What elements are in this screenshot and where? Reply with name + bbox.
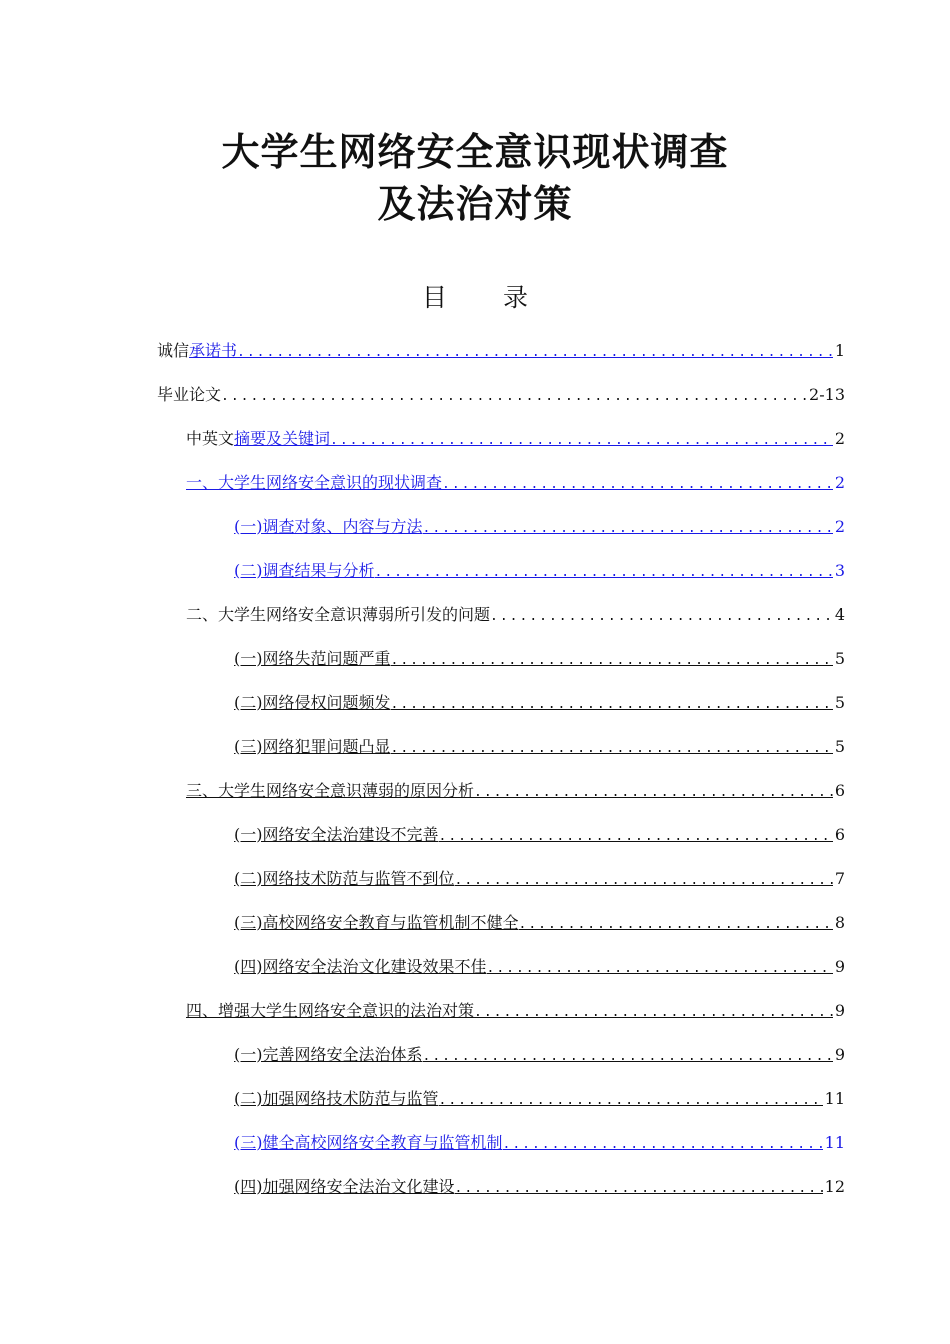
toc-entry-page: 9 [834,1001,845,1020]
toc-entry-page: 6 [834,825,845,844]
document-title-line-2: 及法治对策 [377,182,573,226]
toc-leader-dots [490,604,833,630]
toc-entry-section-2-1[interactable] [234,646,845,672]
toc-entry-label[interactable]: (一)网络安全法治建设不完善 [234,825,439,844]
toc-entry-pledge[interactable] [157,338,845,364]
toc-entry-section-4[interactable] [186,998,845,1024]
toc-leader-dots [391,692,833,718]
toc-leader-dots [439,824,833,850]
toc-entry-label[interactable]: (二)调查结果与分析 [234,561,375,580]
toc-entry-abstract[interactable] [186,426,845,452]
toc-entry-thesis[interactable] [157,382,845,408]
toc-entry-section-2-3[interactable] [234,734,845,760]
toc-entry-label[interactable]: (四)网络安全法治文化建设效果不佳 [234,957,487,976]
toc-entry-page: 6 [834,781,845,800]
toc-leader-dots [519,912,833,938]
toc-entry-page: 2 [834,473,845,492]
toc-entry-prefix: 中英文 [186,429,235,448]
toc-leader-dots [391,736,833,762]
toc-leader-dots [439,1088,823,1114]
toc-entry-page: 5 [834,693,845,712]
toc-entry-page: 3 [834,561,845,580]
toc-leader-dots [391,648,833,674]
toc-entry-label[interactable]: (四)加强网络安全法治文化建设 [234,1177,455,1196]
toc-entry-page: 2-13 [809,385,845,404]
toc-entry-page: 8 [834,913,845,932]
toc-leader-dots [474,780,833,806]
toc-entry-section-3-2[interactable] [234,866,845,892]
toc-leader-dots [442,472,833,498]
toc-entry-label[interactable]: 三、大学生网络安全意识薄弱的原因分析 [186,781,475,800]
toc-leader-dots [375,560,833,586]
toc-leader-dots [487,956,833,982]
toc-entry-section-4-3[interactable] [234,1130,845,1156]
toc-entry-prefix: 诚信 [157,341,190,360]
toc-leader-dots [474,1000,833,1026]
toc-entry-label[interactable]: (一)调查对象、内容与方法 [234,517,423,536]
document-title-line-1: 大学生网络安全意识现状调查 [221,130,729,174]
toc-entry-page: 12 [824,1177,845,1196]
toc-entry-label[interactable]: (一)完善网络安全法治体系 [234,1045,423,1064]
toc-entry-label[interactable]: 摘要及关键词 [234,429,331,448]
toc-entry-page: 11 [824,1133,845,1152]
toc-entry-label: 毕业论文 [157,385,222,404]
toc-leader-dots [423,1044,833,1070]
toc-leader-dots [503,1132,823,1158]
toc-leader-dots [237,340,833,366]
toc-entry-label[interactable]: (三)网络犯罪问题凸显 [234,737,391,756]
toc-leader-dots [455,868,833,894]
toc-entry-section-4-4[interactable] [234,1174,845,1200]
toc-entry-page: 5 [834,737,845,756]
toc-entry-label[interactable]: (三)健全高校网络安全教育与监管机制 [234,1133,503,1152]
toc-entry-section-3-1[interactable] [234,822,845,848]
toc-leader-dots [221,384,807,410]
toc-heading: 目 录 [422,283,552,312]
toc-entry-page: 2 [834,429,845,448]
toc-leader-dots [330,428,833,454]
toc-entry-page: 9 [834,957,845,976]
toc-entry-label[interactable]: (二)网络侵权问题频发 [234,693,391,712]
toc-entry-section-1-2[interactable] [234,558,845,584]
toc-entry-section-4-1[interactable] [234,1042,845,1068]
toc-entry-section-3-4[interactable] [234,954,845,980]
toc-entry-page: 7 [834,869,845,888]
toc-entry-page: 11 [824,1089,845,1108]
toc-entry-page: 9 [834,1045,845,1064]
toc-entry-label[interactable]: (三)高校网络安全教育与监管机制不健全 [234,913,519,932]
toc-leader-dots [423,516,833,542]
toc-entry-section-3-3[interactable] [234,910,845,936]
toc-entry-section-2-2[interactable] [234,690,845,716]
toc-entry-section-3[interactable] [186,778,845,804]
toc-entry-label: 二、大学生网络安全意识薄弱所引发的问题 [186,605,491,624]
toc-entry-label[interactable]: (二)网络技术防范与监管不到位 [234,869,455,888]
toc-entry-label[interactable]: 承诺书 [189,341,238,360]
toc-leader-dots [455,1176,823,1202]
toc-entry-section-1[interactable] [186,470,845,496]
toc-entry-page: 2 [834,517,845,536]
toc-entry-section-1-1[interactable] [234,514,845,540]
toc-entry-page: 4 [834,605,845,624]
toc-entry-label[interactable]: (二)加强网络技术防范与监管 [234,1089,439,1108]
toc-entry-label[interactable]: 一、大学生网络安全意识的现状调查 [186,473,443,492]
toc-entry-section-4-2[interactable] [234,1086,845,1112]
toc-entry-label[interactable]: 四、增强大学生网络安全意识的法治对策 [186,1001,475,1020]
toc-entry-page: 1 [834,341,845,360]
toc-entry-label[interactable]: (一)网络失范问题严重 [234,649,391,668]
toc-entry-page: 5 [834,649,845,668]
toc-entry-section-2[interactable] [186,602,845,628]
